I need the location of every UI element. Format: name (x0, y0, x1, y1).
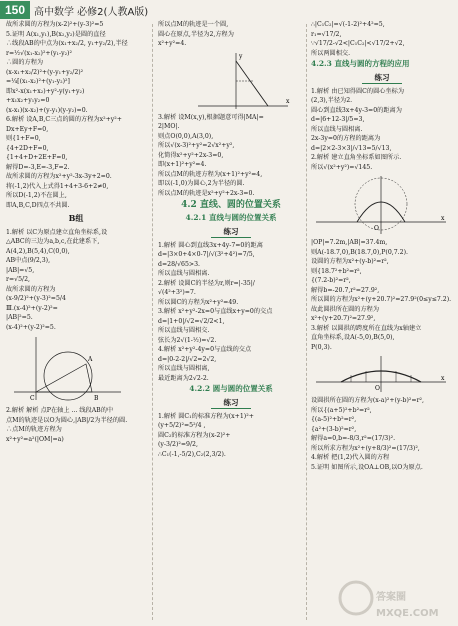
text-line: 1.解析 由已知得圆C的圆心坐标为 (311, 87, 405, 95)
column-3 (311, 20, 453, 472)
text-line: ∴圆的方程为 (6, 59, 44, 66)
text-line: ∴C₁(-1,-5/2),C₂(2,3/2). (158, 450, 226, 458)
answer-block (311, 396, 453, 472)
text-line: {(a-5)²+b²=r², (311, 416, 357, 423)
text-line: 所以直线与圆相离, (158, 365, 210, 372)
text-line: 所以直线与圆相离. (158, 270, 210, 277)
text-line: 设圆的方程为x²+(y-b)²=r², (311, 258, 389, 265)
text-line: {a²+(3-b)²=r², (311, 425, 357, 433)
text-line: 解得D=-3,E=-3,F=2. (6, 163, 70, 171)
answer-block (6, 406, 146, 444)
text-line: d=|3×0+4×0-7|/√(3²+4²)=7/5, (158, 251, 255, 258)
text-line: |OP|=7.2m,|AB|=37.4m, (311, 239, 388, 246)
text-line: 故所求圆的方程为x²+y²-3x-3y+2=0. (6, 173, 112, 180)
text-line: |AB|²=5. (6, 314, 33, 321)
text-line: x²+(y+20.7)²=27.9², (311, 315, 376, 322)
column-divider (306, 24, 307, 620)
text-line: 3.解析 以圆拱的跨度所在直线为x轴建立 (311, 324, 422, 332)
text-line: (y-3/2)²=9/2, (158, 441, 198, 448)
text-line: 2|MO|. (158, 123, 180, 130)
text-line: 解得b=-20.7,r²=27.9², (311, 286, 380, 294)
text-line: 化简得x²+y²+2x-3=0, (158, 151, 224, 159)
text-line: 所以所求方程为x²+(y+8/3)²=(17/3)², (311, 444, 420, 452)
text-line: ∴|C₁C₂|=√(-1-2)²+4²=5, (311, 21, 385, 28)
bridge-arch-figure (311, 174, 453, 236)
text-line: 5.证明 如图所示,设OA⊥OB,以O为原点. (311, 463, 423, 471)
practice-heading: 练习 (211, 398, 251, 409)
text-line: (y+5/2)²=5²/4 , (158, 422, 206, 429)
text-line: ∴线段AB的中点为(x₁+x₂/2, y₁+y₂/2),半径 (6, 40, 128, 47)
text-line: 1.解析 圆C₁的标准方程为(x+1)²+ (158, 412, 254, 420)
text-line: 4.解析 把(1,2)代入圆的方程 (311, 454, 390, 461)
text-line: r=√5/2, (6, 276, 31, 283)
text-line: 所以点M的轨迹是一个圆, (158, 21, 229, 28)
text-line: 设圆拱所在圆的方程为(x-a)²+(y-b)²=r², (311, 397, 424, 404)
text-line: 故此圆拱所在圆的方程为 (311, 305, 380, 313)
text-line: =¼[(x₁-x₂)²+(y₁-y₂)²] (6, 78, 70, 85)
text-line: 所以√(x-3)²+y²=2√x²+y², (158, 142, 235, 149)
text-line: 2.解析 设圆C的半径为r,则r=|-35|/ (158, 279, 255, 287)
answer-block (158, 113, 304, 199)
text-line: Dx+Ey+F=0, (6, 125, 49, 133)
text-line: 则点O(0,0),A(3,0), (158, 132, 214, 140)
text-line: (x-x₁)(x-x₂)+(y-y₁)(y-y₂)=0. (6, 106, 88, 114)
book-title: 高中数学 必修2(人教A版) (34, 7, 149, 18)
practice-heading: 练习 (362, 73, 402, 84)
answer-block (311, 87, 453, 173)
text-line: ∵√17/2-√2<|C₁C₂|<√17/2+√2, (311, 40, 405, 47)
text-line: 直角坐标系,设A(-5,0),B(5,0), (311, 334, 395, 341)
text-line: 最近距离为2√2-2. (158, 374, 209, 382)
text-line: P(0,3). (311, 343, 332, 351)
column-2 (158, 20, 304, 459)
text-line: 解得a=0,b=-8/3,r²=(17/3)². (311, 435, 396, 442)
text-line: 所以点M的轨迹方程为(x+1)²+y²=4, (158, 170, 263, 178)
text-line: 弦长为2√(1-½)=√2. (158, 336, 217, 344)
text-line: △ABC的三边为a,b,c,在此建系下, (6, 238, 100, 245)
text-line: +x₁x₂+y₁y₂=0 (6, 97, 50, 104)
text-line: 5.证明 A(x₁,y₁),B(x₂,y₂)是圆的直径 (6, 30, 106, 38)
text-line: √(4²+3²)=7. (158, 289, 196, 296)
subsection-title: 4.2.3 直线与圆的方程的应用 (311, 59, 410, 68)
text-line: d=|6+12-3|/5=3, (311, 116, 365, 123)
text-line: 2x-3y=0的方程的距离为 (311, 135, 381, 142)
origin-label: O (375, 385, 380, 392)
axis-label-y: y (239, 52, 243, 60)
section-title: 4.2 直线、圆的位置关系 (181, 200, 281, 210)
trajectory-figure (158, 51, 304, 111)
column-1 (6, 20, 146, 444)
text-line: 圆C₂的标准方程为(x-2)²+ (158, 431, 231, 439)
text-line: 则{18.7²+b²=r², (311, 267, 362, 275)
column-divider (152, 24, 153, 620)
text-line: 即A,B,C,D四点不共圆. (6, 201, 70, 209)
subsection-title: 4.2.2 圆与圆的位置关系 (189, 384, 273, 393)
text-line: r₁=√17/2, (311, 30, 342, 38)
text-line: {(7.2-b)²=r², (311, 277, 351, 284)
text-line: (x-9/2)²+(y-3)²=5/4 (6, 295, 66, 302)
arch-span-figure (311, 354, 453, 394)
text-line: 2.解析 解析 点P在轴上 ... 线段AB的中 (6, 407, 114, 414)
text-line: 3.解析 设M(x,y),根据题意可得|MA|= (158, 113, 264, 121)
text-line: x²+y²=a²(|OM|=a) (6, 435, 64, 443)
point-label-b: B (94, 395, 99, 402)
text-line: 所以直线与圆相交. (158, 327, 210, 334)
answer-block (158, 241, 304, 384)
watermark-line1: 答案圈 (376, 592, 406, 603)
subsection-title: 4.2.1 直线与圆的位置关系 (185, 213, 277, 222)
text-line: 所以直线与圆相离. (311, 125, 363, 133)
text-line: 即x²-x(x₁+x₂)+y²-y(y₁+y₂) (6, 87, 85, 95)
text-line: d=|2×2-3×3|/√13=5/√13, (311, 144, 392, 152)
text-line: 1.解析 圆心到直线3x+4y-7=0的距离 (158, 241, 263, 249)
axis-label-x: x (441, 215, 445, 222)
text-line: 1.解析 以C为原点建立直角坐标系,设 (6, 228, 108, 236)
text-line: AB中点(9/2,3), (6, 257, 51, 264)
text-line: 所以{(a+5)²+b²=r², (311, 406, 372, 414)
answer-block (6, 20, 146, 210)
text-line: (x-4)²+(y-2)²=5. (6, 323, 56, 331)
text-line: {4+2D+F=0, (6, 144, 49, 152)
answer-block (158, 20, 304, 49)
text-line: 3.解析 x²+y²-2x=0与直线x+y=0的交点 (158, 308, 273, 315)
text-line: 所以圆的方程为x²+(y+20.7)²=27.9²(0≤y≤7.2). (311, 296, 452, 303)
text-line: d=28/√65>3. (158, 260, 201, 268)
text-line: 所以√(x²+y²)=√145. (311, 163, 373, 171)
answer-block (6, 228, 146, 333)
page-number: 150 (0, 1, 30, 19)
page-header (0, 0, 458, 20)
watermark-logo (336, 578, 454, 624)
group-b-title: B组 (68, 213, 84, 223)
text-line: 所以点M的轨迹是x²+y²+2x-3=0. (158, 189, 255, 197)
axis-label-x: x (441, 375, 445, 382)
text-line: 点M的轨迹是以O为圆心,|AB|/2为半径的圆. (6, 416, 128, 424)
text-line: 所以圆C的方程为x²+y²=49. (158, 298, 239, 306)
point-label-c: C (30, 395, 35, 402)
answer-block (311, 20, 453, 58)
text-line: 所以D(-1,2)不在圆上, (6, 192, 67, 199)
text-line: 即(x+1)²+y²=4. (158, 161, 207, 168)
text-line: 则A(-18.7,0),B(18.7,0),P(0,7.2). (311, 248, 408, 256)
answer-block (158, 412, 304, 460)
text-line: 将(-1,2)代入上式得1+4+3-6+2≠0, (6, 182, 109, 190)
text-line: 即以(-1,0)为圆心,2为半径的圆. (158, 180, 245, 187)
text-line: 6.解析 设A,B,C三点的圆的方程为x²+y²+ (6, 116, 122, 123)
text-line: |AB|=√5, (6, 266, 35, 274)
answer-block (311, 238, 453, 352)
point-label-a: A (88, 356, 93, 363)
practice-heading: 练习 (211, 227, 251, 238)
text-line: (2,3),半径为2. (311, 97, 353, 104)
text-line: 圆心到直线3x+4y-3=0的距离为 (311, 106, 402, 114)
origin-label: O (374, 225, 379, 232)
text-line: d=|1+0|/√2=√2/2<1, (158, 317, 225, 325)
text-line: r=½√(x₁-x₂)²+(y₁-y₂)² (6, 49, 72, 57)
text-line: 2.解析 建立直角坐标系如图所示. (311, 154, 402, 161)
axis-label-x: x (286, 97, 290, 105)
text-line: {1+4+D+2E+F=0, (6, 154, 68, 161)
text-line: 故所求圆的方程为(x-2)²+(y-3)²=5 (6, 21, 104, 28)
text-line: 故所求圆的方程为 (6, 285, 56, 293)
text-line: d=|0-2-2|/√2=2√2, (158, 355, 217, 363)
text-line: A(4,2),B(5,4),C(0,0), (6, 247, 70, 255)
text-line: 则{1+F=0, (6, 135, 41, 142)
text-line: x²+y²=4. (158, 40, 187, 47)
triangle-circle-figure (6, 334, 146, 404)
text-line: (x-x₁+x₂/2)²+(y-y₁+y₂/2)² (6, 68, 84, 76)
text-line: Ⅲ.(x-4)²+(y-2)²= (6, 304, 58, 312)
text-line: ∴点M的轨迹方程为 (6, 426, 62, 433)
text-line: 圆心在原点,半径为2,方程为 (158, 30, 234, 38)
watermark-line2: MXQE.COM (376, 608, 439, 619)
text-line: 所以两圆相交. (311, 49, 351, 57)
text-line: 4.解析 x²+y²-4y=0与直线的交点 (158, 346, 252, 353)
